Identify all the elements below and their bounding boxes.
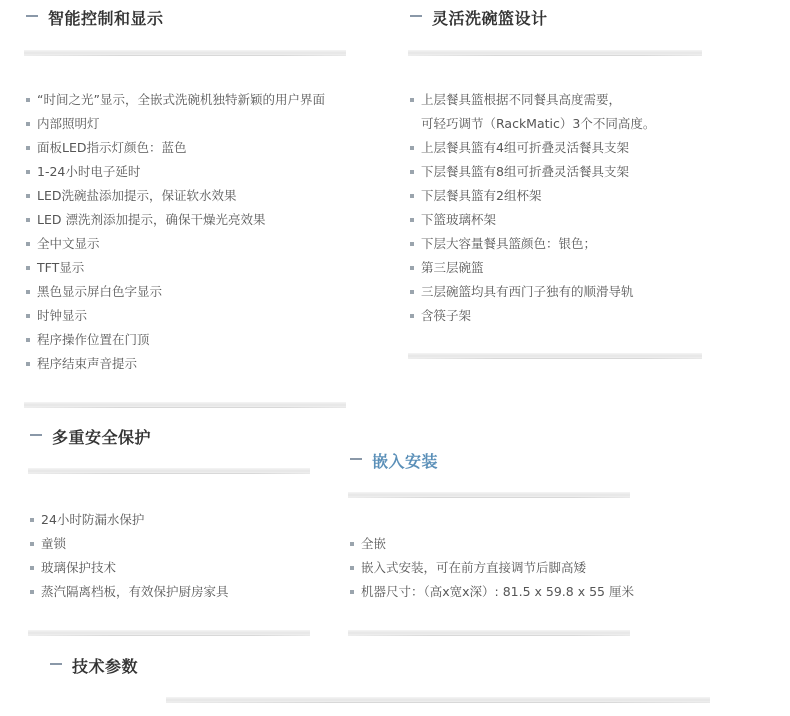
bullet-icon <box>410 314 414 318</box>
list-item: LED 漂洗剂添加提示，确保干燥光亮效果 <box>26 208 325 232</box>
bullet-icon <box>410 146 414 150</box>
list-item: 程序结束声音提示 <box>26 352 325 376</box>
list-item: 黑色显示屏白色字显示 <box>26 280 325 304</box>
list-item: 1-24小时电子延时 <box>26 160 325 184</box>
divider <box>348 492 630 498</box>
bullet-icon <box>26 194 30 198</box>
bullet-icon <box>410 242 414 246</box>
list-item: 含筷子架 <box>410 304 655 328</box>
divider <box>408 353 702 359</box>
bullet-icon <box>26 266 30 270</box>
dash-icon <box>410 15 422 17</box>
feature-list <box>410 88 655 328</box>
bullet-icon <box>26 242 30 246</box>
list-item: 三层碗篮均具有西门子独有的顺滑导轨 <box>410 280 655 304</box>
bullet-icon <box>410 266 414 270</box>
section-title: 技术参数 <box>72 657 139 676</box>
divider <box>28 630 310 636</box>
list-item: 玻璃保护技术 <box>30 556 229 580</box>
list-item: LED洗碗盐添加提示，保证软水效果 <box>26 184 325 208</box>
dash-icon <box>50 663 62 665</box>
dash-icon <box>350 458 362 460</box>
list-item: 嵌入式安装，可在前方直接调节后脚高矮 <box>350 556 634 580</box>
list-item: 全中文显示 <box>26 232 325 256</box>
divider <box>408 50 702 56</box>
bullet-icon <box>410 218 414 222</box>
list-item: 上层餐具篮有4组可折叠灵活餐具支架 <box>410 136 655 160</box>
list-item: 24小时防漏水保护 <box>30 508 229 532</box>
divider <box>166 697 710 703</box>
divider <box>24 50 346 56</box>
list-item: 童锁 <box>30 532 229 556</box>
feature-list <box>350 532 634 604</box>
bullet-icon <box>26 98 30 102</box>
list-item: 下层餐具篮有2组杯架 <box>410 184 655 208</box>
list-item: 程序操作位置在门顶 <box>26 328 325 352</box>
feature-list <box>26 88 325 376</box>
list-item: 全嵌 <box>350 532 634 556</box>
list-item: 时钟显示 <box>26 304 325 328</box>
list-item: 蒸汽隔离档板，有效保护厨房家具 <box>30 580 229 604</box>
bullet-icon <box>30 566 34 570</box>
bullet-icon <box>26 362 30 366</box>
divider <box>28 468 310 474</box>
list-item: 上层餐具篮根据不同餐具高度需要， <box>410 88 655 112</box>
list-item: 下篮玻璃杯架 <box>410 208 655 232</box>
list-item: 下层大容量餐具篮颜色：银色； <box>410 232 655 256</box>
list-item: 机器尺寸：（高x宽x深）: 81.5 x 59.8 x 55 厘米 <box>350 580 634 604</box>
bullet-icon <box>26 218 30 222</box>
bullet-icon <box>26 146 30 150</box>
section-title: 多重安全保护 <box>52 428 152 447</box>
bullet-icon <box>26 290 30 294</box>
bullet-icon <box>26 314 30 318</box>
section-title: 智能控制和显示 <box>48 9 164 28</box>
list-item: 第三层碗篮 <box>410 256 655 280</box>
bullet-icon <box>410 170 414 174</box>
bullet-icon <box>30 542 34 546</box>
divider <box>24 402 346 408</box>
list-item: 内部照明灯 <box>26 112 325 136</box>
divider <box>348 630 630 636</box>
bullet-icon <box>26 170 30 174</box>
bullet-icon <box>26 338 30 342</box>
bullet-icon <box>410 194 414 198</box>
list-item: TFT显示 <box>26 256 325 280</box>
bullet-icon <box>30 590 34 594</box>
list-item: 下层餐具篮有8组可折叠灵活餐具支架 <box>410 160 655 184</box>
bullet-icon <box>350 566 354 570</box>
dash-icon <box>26 15 38 17</box>
bullet-icon <box>350 542 354 546</box>
list-item: 面板LED指示灯颜色：蓝色 <box>26 136 325 160</box>
list-item-continuation: 可轻巧调节（RackMatic）3个不同高度。 <box>421 116 656 131</box>
dash-icon <box>30 434 42 436</box>
bullet-icon <box>26 122 30 126</box>
feature-list <box>30 508 229 604</box>
list-item: “时间之光”显示，全嵌式洗碗机独特新颖的用户界面 <box>26 88 325 112</box>
section-title: 灵活洗碗篮设计 <box>432 9 548 28</box>
bullet-icon <box>350 590 354 594</box>
section-title: 嵌入安装 <box>372 452 439 471</box>
bullet-icon <box>410 98 414 102</box>
bullet-icon <box>30 518 34 522</box>
bullet-icon <box>410 290 414 294</box>
